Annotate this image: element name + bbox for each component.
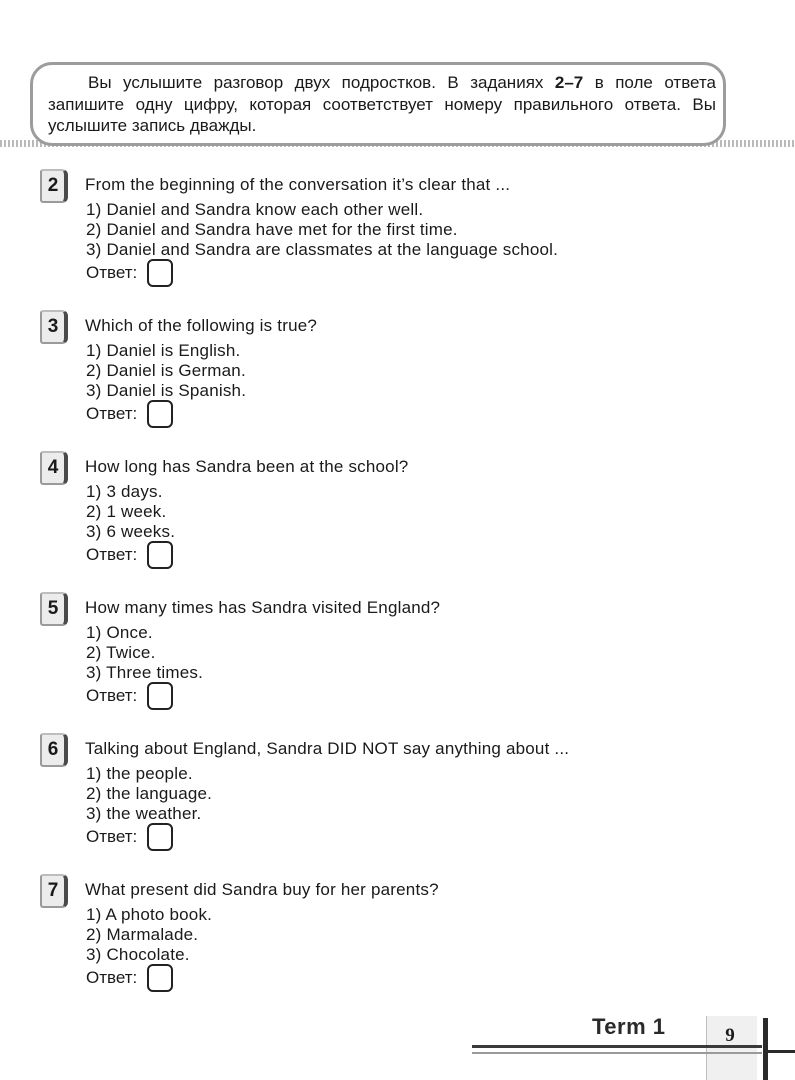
option: 2) Marmalade. — [86, 925, 199, 944]
question-text: What present did Sandra buy for her parents? — [85, 880, 439, 899]
answer-box[interactable] — [147, 400, 173, 428]
option: 1) the people. — [86, 764, 193, 783]
option: 3) 6 weeks. — [86, 522, 176, 541]
option: 2) Twice. — [86, 643, 156, 662]
question-number: 3 — [40, 310, 68, 344]
option: 3) the weather. — [86, 804, 202, 823]
question-number: 2 — [40, 169, 68, 203]
question-text: Talking about England, Sandra DID NOT say anything about ... — [85, 739, 570, 758]
option: 2) the language. — [86, 784, 213, 803]
question-number: 7 — [40, 874, 68, 908]
option-list — [86, 905, 212, 965]
answer-box[interactable] — [147, 541, 173, 569]
option: 3) Daniel is Spanish. — [86, 381, 247, 400]
page-edge-bar — [763, 1018, 768, 1080]
answer-label: Ответ: — [86, 686, 138, 705]
question-text: Which of the following is true? — [85, 316, 318, 335]
option-list — [86, 200, 558, 260]
question-text: How many times has Sandra visited England? — [85, 598, 441, 617]
answer-row — [86, 256, 173, 290]
instruction-part2: в поле ответа запишите одну цифру, которая соответствует номеру правильного ответа. Вы услышите запись дважды. — [48, 73, 716, 135]
answer-row — [86, 397, 173, 431]
question-number: 4 — [40, 451, 68, 485]
answer-box[interactable] — [147, 823, 173, 851]
option-list — [86, 623, 203, 683]
footer-rule-light — [472, 1052, 762, 1054]
page-edge-rule — [768, 1050, 795, 1053]
question-number: 5 — [40, 592, 68, 626]
answer-label: Ответ: — [86, 263, 138, 282]
option-list — [86, 482, 175, 542]
answer-label: Ответ: — [86, 827, 138, 846]
option: 1) Daniel is English. — [86, 341, 241, 360]
term-label: Term 1 — [592, 1014, 666, 1039]
question-text: From the beginning of the conversation it’s clear that ... — [85, 175, 511, 194]
answer-row — [86, 961, 173, 995]
option: 1) 3 days. — [86, 482, 163, 501]
option: 2) 1 week. — [86, 502, 167, 521]
option: 1) Once. — [86, 623, 153, 642]
answer-label: Ответ: — [86, 404, 138, 423]
option-list — [86, 341, 246, 401]
question-text: How long has Sandra been at the school? — [85, 457, 409, 476]
answer-box[interactable] — [147, 964, 173, 992]
instruction-text — [48, 72, 716, 137]
option: 1) A photo book. — [86, 905, 213, 924]
page-number: 9 — [725, 1025, 735, 1046]
option: 3) Chocolate. — [86, 945, 190, 964]
instruction-task-range: 2–7 — [554, 73, 584, 92]
answer-row — [86, 538, 173, 572]
option: 3) Three times. — [86, 663, 204, 682]
option: 2) Daniel is German. — [86, 361, 246, 380]
option: 2) Daniel and Sandra have met for the first time. — [86, 220, 458, 239]
answer-label: Ответ: — [86, 545, 138, 564]
answer-row — [86, 679, 173, 713]
option-list — [86, 764, 212, 824]
option: 1) Daniel and Sandra know each other well. — [86, 200, 424, 219]
answer-row — [86, 820, 173, 854]
answer-box[interactable] — [147, 682, 173, 710]
question-number: 6 — [40, 733, 68, 767]
instruction-part1: Вы услышите разговор двух подростков. В заданиях — [88, 73, 555, 92]
answer-box[interactable] — [147, 259, 173, 287]
answer-label: Ответ: — [86, 968, 138, 987]
option: 3) Daniel and Sandra are classmates at the language school. — [86, 240, 559, 259]
